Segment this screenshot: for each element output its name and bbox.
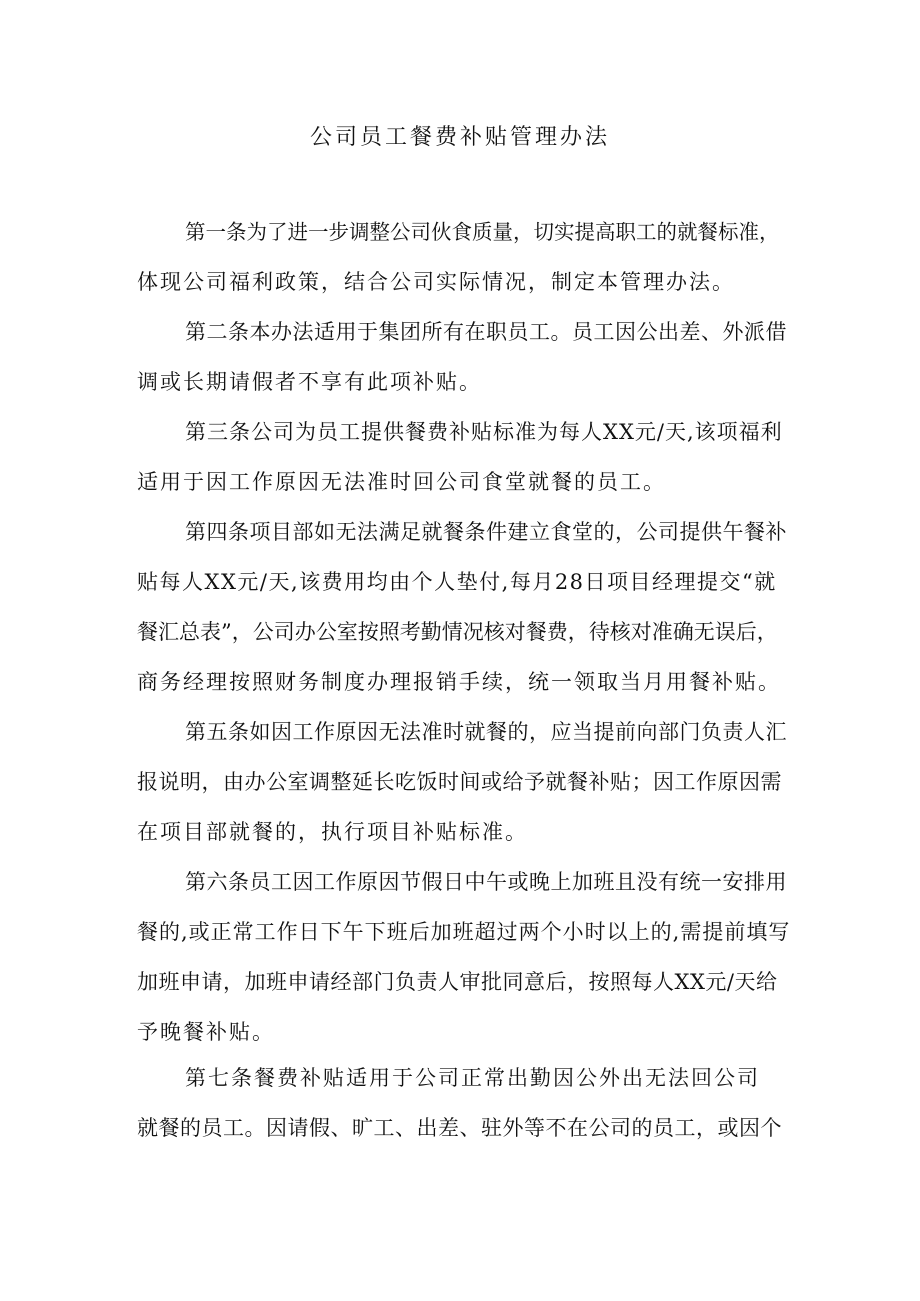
- text-line-15: 餐的,或正常工作日下午下班后加班超过两个小时以上的,需提前填写: [137, 920, 791, 944]
- text-line-13: 在项目部就餐的，执行项目补贴标准。: [137, 820, 528, 844]
- text-line-4: 调或长期请假者不享有此项补贴。: [137, 370, 482, 394]
- text-line-11: 第五条如因工作原因无法准时就餐的，应当提前向部门负责人汇: [185, 720, 787, 744]
- text-line-3: 第二条本办法适用于集团所有在职员工。员工因公出差、外派借: [185, 320, 787, 344]
- text-line-5: 第三条公司为员工提供餐费补贴标准为每人XX元/天,该项福利: [185, 420, 783, 444]
- text-line-2: 体现公司福利政策，结合公司实际情况，制定本管理办法。: [137, 270, 735, 294]
- text-line-12: 报说明，由办公室调整延长吃饭时间或给予就餐补贴；因工作原因需: [137, 770, 782, 794]
- text-line-6: 适用于因工作原因无法准时回公司食堂就餐的员工。: [137, 470, 666, 494]
- text-line-9: 餐汇总表”，公司办公室按照考勤情况核对餐费，待核对准确无误后，: [137, 620, 778, 644]
- text-line-17: 予晚餐补贴。: [137, 1020, 275, 1044]
- text-line-8: 贴每人XX元/天,该费用均由个人垫付,每月28日项目经理提交“就: [137, 570, 777, 594]
- text-line-19: 就餐的员工。因请假、旷工、出差、驻外等不在公司的员工，或因个: [137, 1116, 782, 1140]
- text-line-16: 加班申请，加班申请经部门负责人审批同意后，按照每人XX元/天给: [137, 970, 778, 994]
- text-line-18: 第七条餐费补贴适用于公司正常出勤因公外出无法回公司: [185, 1066, 760, 1090]
- text-line-1: 第一条为了进一步调整公司伙食质量，切实提高职工的就餐标准，: [185, 220, 780, 244]
- document-title: 公司员工餐费补贴管理办法: [309, 125, 610, 150]
- text-line-10: 商务经理按照财务制度办理报销手续，统一领取当月用餐补贴。: [137, 670, 781, 694]
- text-line-14: 第六条员工因工作原因节假日中午或晚上加班且没有统一安排用: [185, 870, 787, 894]
- text-line-7: 第四条项目部如无法满足就餐条件建立食堂的，公司提供午餐补: [185, 520, 787, 544]
